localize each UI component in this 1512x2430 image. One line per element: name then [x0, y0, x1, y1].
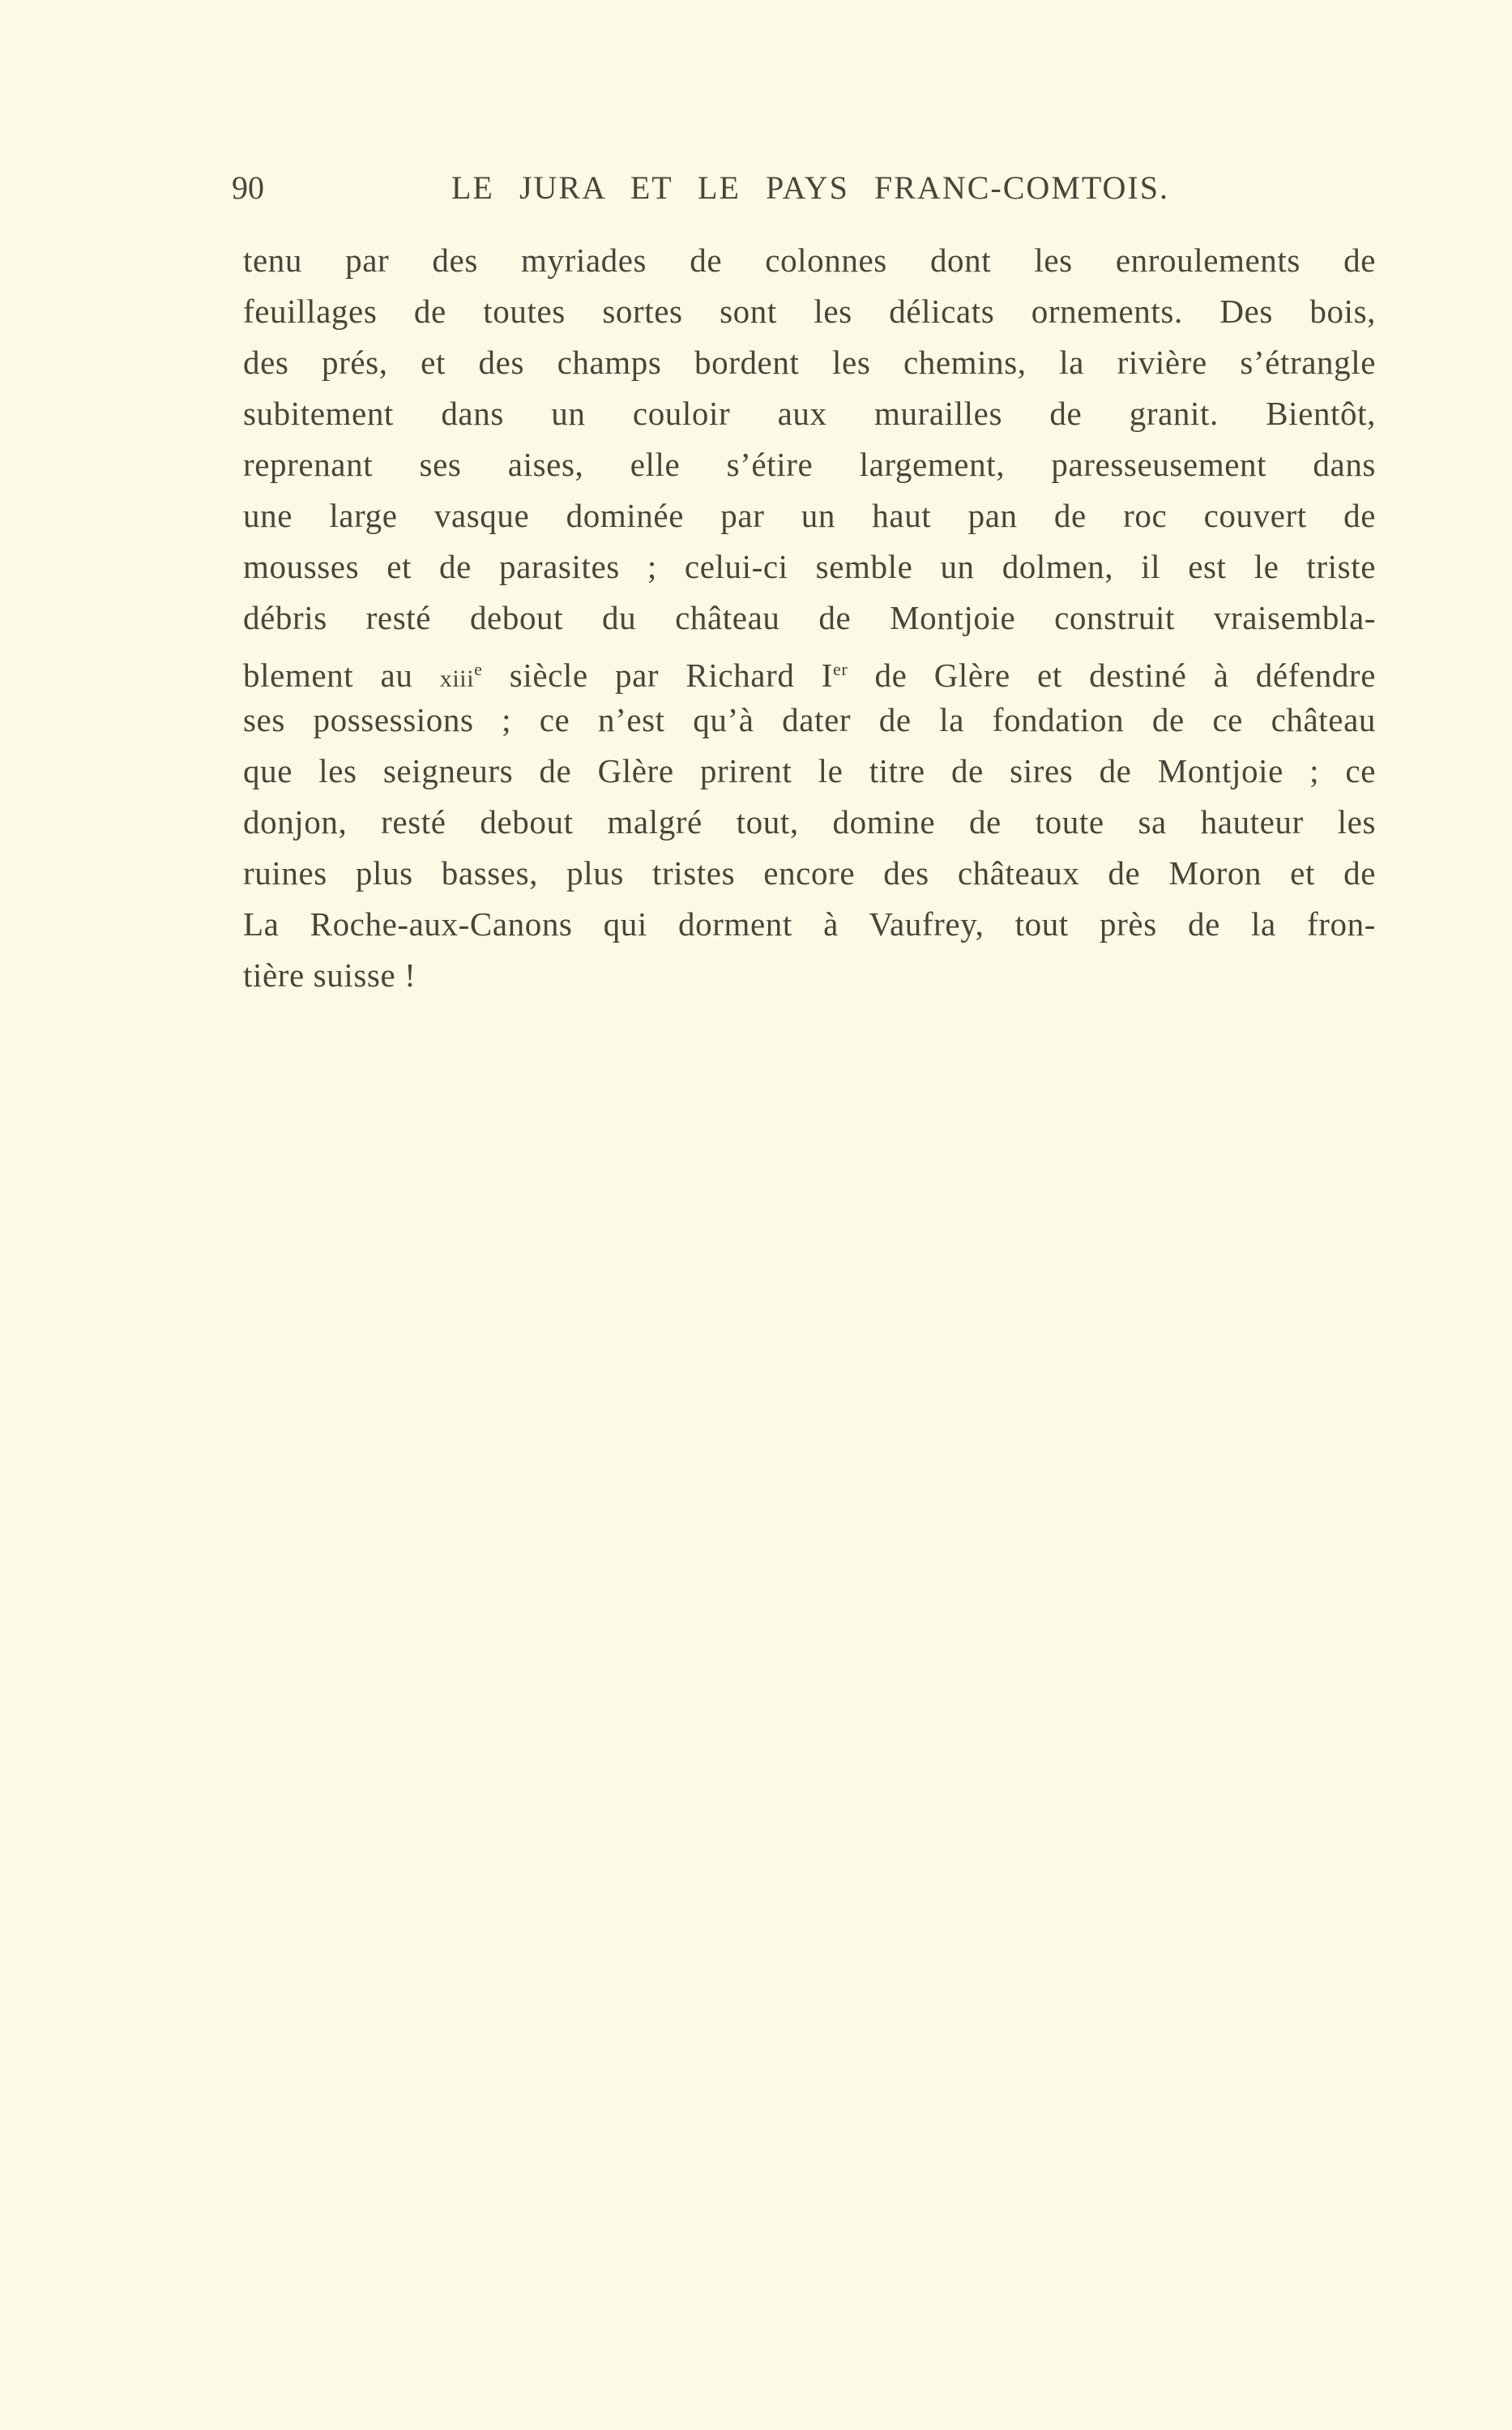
text-line [243, 388, 1376, 439]
text-line [243, 644, 1376, 695]
text-line [243, 593, 1376, 644]
text-segment: tenu par des myriades de colonnes dont les enroulements de [243, 242, 1376, 279]
text-segment: débris resté debout du château de Montjoie construit vraisembla- [243, 599, 1376, 636]
text-line [243, 490, 1376, 541]
text-line [243, 950, 1376, 1001]
small-caps-numeral: xiii [439, 665, 475, 692]
body-text [243, 235, 1376, 1001]
text-segment: subitement dans un couloir aux murailles de granit. Bientôt, [243, 395, 1376, 432]
text-line [243, 286, 1376, 337]
text-line [243, 695, 1376, 746]
text-line [243, 899, 1376, 950]
text-line [243, 541, 1376, 593]
text-segment: feuillages de toutes sortes sont les délicats ornements. Des bois, [243, 293, 1376, 330]
text-segment: reprenant ses aises, elle s’étire largement, paresseusement dans [243, 446, 1376, 483]
superscript: er [832, 659, 848, 679]
superscript: e [474, 659, 483, 679]
text-segment: que les seigneurs de Glère prirent le titre de sires de Montjoie ; ce [243, 752, 1376, 789]
text-line [243, 746, 1376, 797]
text-segment: mousses et de parasites ; celui-ci semble un dolmen, il est le triste [243, 548, 1376, 585]
text-segment: tière suisse ! [243, 956, 416, 994]
page-number: 90 [232, 169, 264, 206]
running-head: LE JURA ET LE PAYS FRANC-COMTOIS. [451, 169, 1169, 206]
text-segment: des prés, et des champs bordent les chemins, la rivière s’étrangle [243, 344, 1376, 381]
text-segment: siècle par Richard I [482, 657, 833, 694]
text-line [243, 439, 1376, 490]
text-line [243, 848, 1376, 899]
text-segment: de Glère et destiné à défendre [848, 657, 1376, 694]
text-segment: blement au [243, 657, 440, 694]
text-line [243, 337, 1376, 388]
text-segment: donjon, resté debout malgré tout, domine de toute sa hauteur les [243, 803, 1376, 841]
text-segment: une large vasque dominée par un haut pan de roc couvert de [243, 497, 1376, 534]
text-segment: ruines plus basses, plus tristes encore des châteaux de Moron et de [243, 854, 1376, 892]
text-segment: La Roche-aux-Canons qui dorment à Vaufrey, tout près de la fron- [243, 905, 1376, 943]
text-line [243, 235, 1376, 286]
text-segment: ses possessions ; ce n’est qu’à dater de la fondation de ce château [243, 701, 1376, 738]
text-line [243, 797, 1376, 848]
